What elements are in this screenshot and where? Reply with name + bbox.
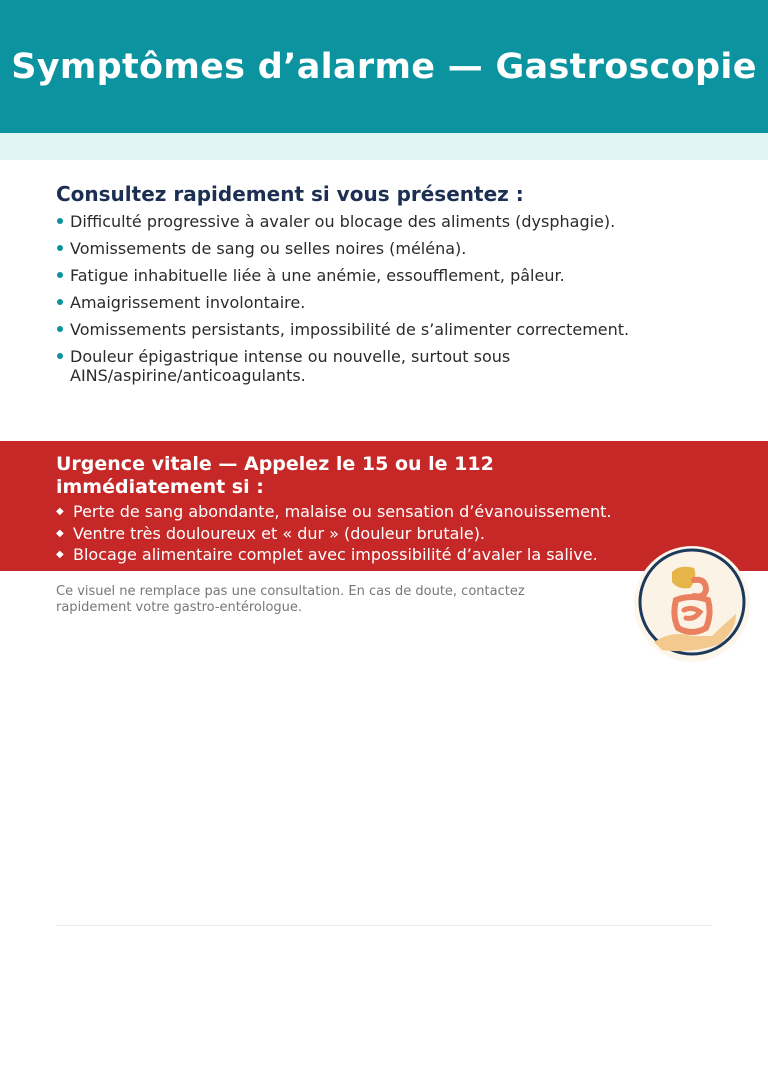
list-item: Fatigue inhabituelle liée à une anémie, essoufflement, pâleur.: [56, 266, 656, 285]
list-item: ◆ Ventre très douloureux et « dur » (douleur brutale).: [56, 523, 768, 545]
page-title: Symptômes d’alarme — Gastroscopie: [11, 46, 757, 87]
urgent-heading: Urgence vitale — Appelez le 15 ou le 112 immédiatement si :: [56, 453, 494, 498]
list-item: ◆ Blocage alimentaire complet avec impossibilité d’avaler la salive.: [56, 544, 768, 566]
list-item: Vomissements de sang ou selles noires (méléna).: [56, 239, 656, 258]
list-item: Vomissements persistants, impossibilité de s’alimenter correctement.: [56, 320, 656, 339]
footer-divider: [56, 925, 712, 926]
disclaimer-note: Ce visuel ne remplace pas une consultation. En cas de doute, contactez rapidement votre gastro-entérologue.: [56, 584, 525, 615]
consult-section: [56, 182, 656, 393]
header-band: [0, 133, 768, 160]
consult-heading: Consultez rapidement si vous présentez :: [56, 182, 524, 206]
list-item: ◆ Perte de sang abondante, malaise ou sensation d’évanouissement.: [56, 501, 768, 523]
list-item: Amaigrissement involontaire.: [56, 293, 656, 312]
header-banner: [0, 0, 768, 133]
digestive-system-icon: [632, 544, 752, 664]
list-item: Difficulté progressive à avaler ou blocage des aliments (dysphagie).: [56, 212, 656, 231]
list-item: Douleur épigastrique intense ou nouvelle, surtout sous AINS/aspirine/anticoagulants.: [56, 347, 656, 385]
